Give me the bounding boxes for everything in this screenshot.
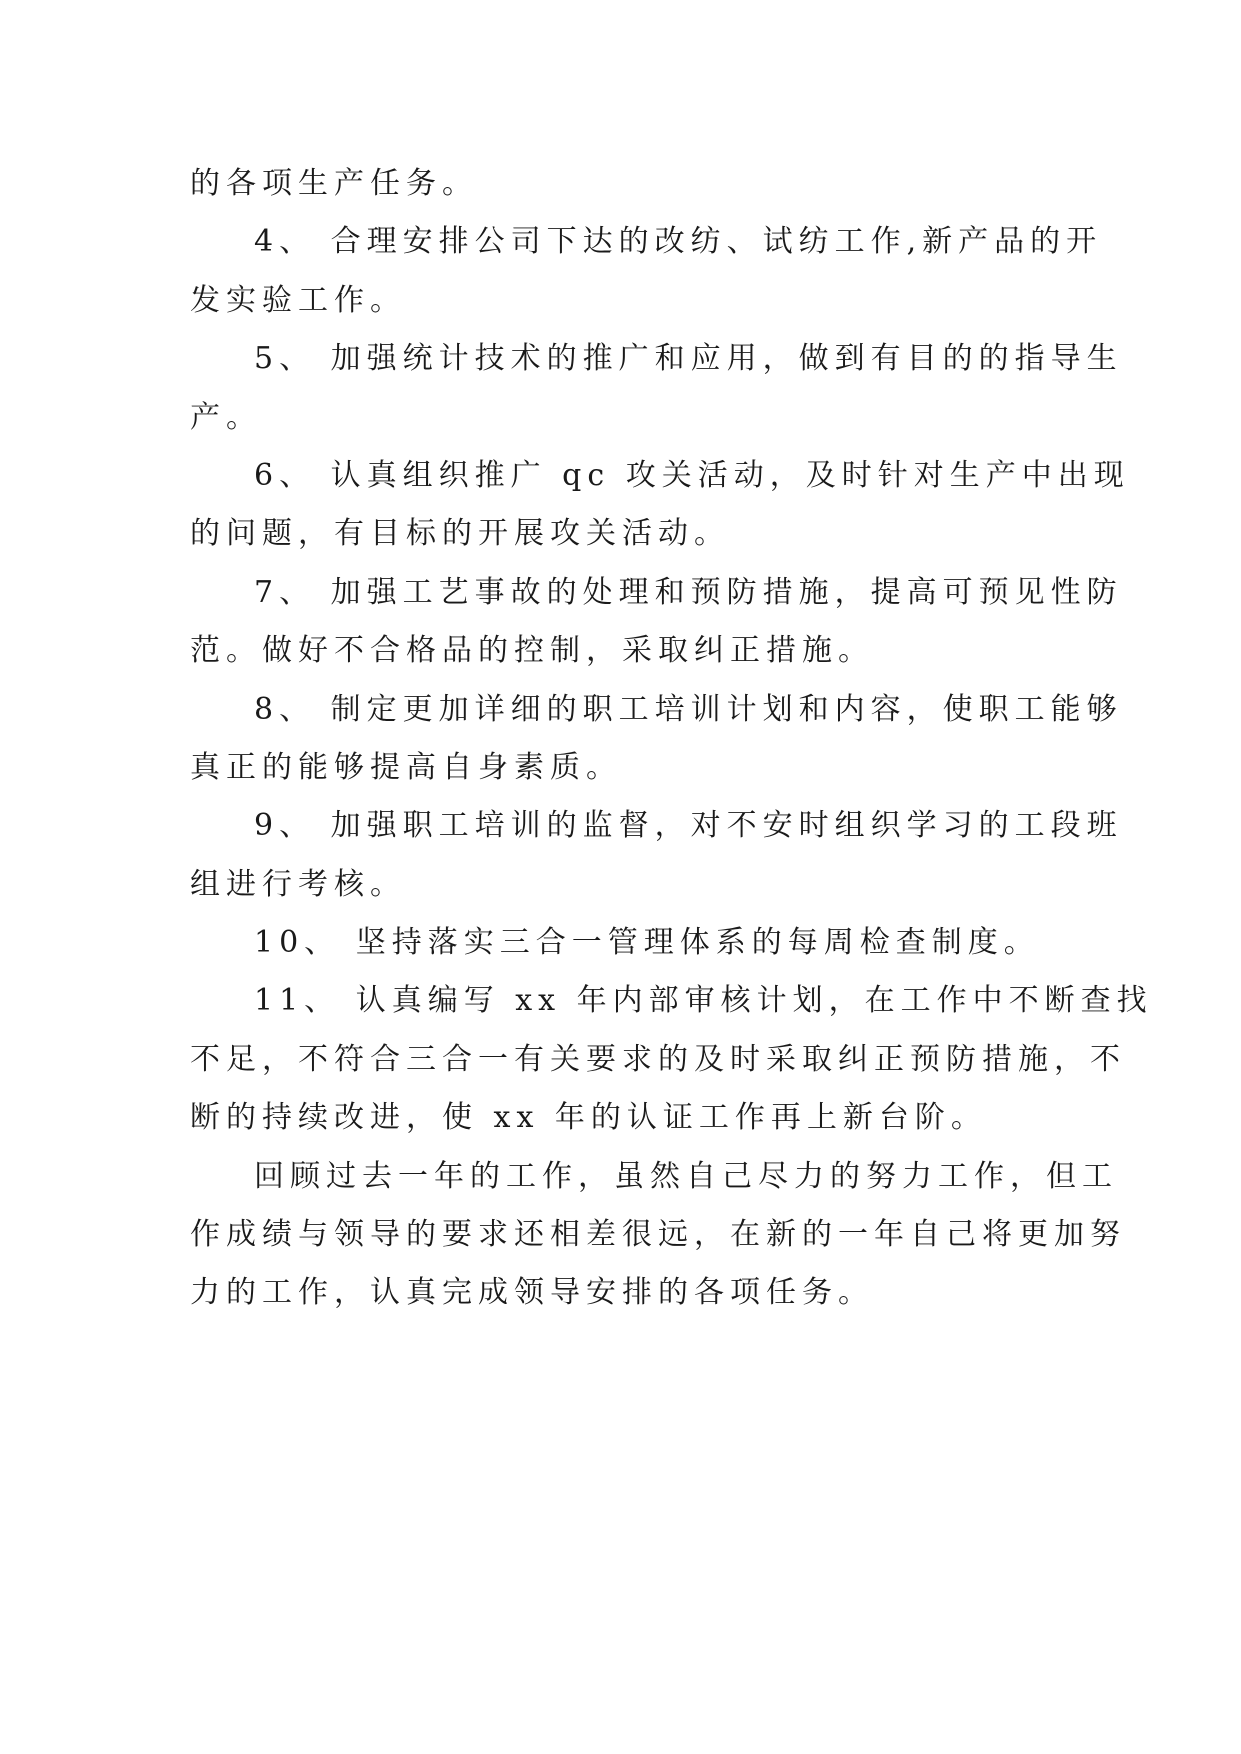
text-line: 组进行考核。: [190, 866, 406, 902]
text-line: 范。做好不合格品的控制，采取纠正措施。: [190, 633, 874, 669]
text-line: 不足，不符合三合一有关要求的及时采取纠正预防措施，不: [190, 1041, 1126, 1077]
text-line: 4、 合理安排公司下达的改纺、试纺工作,新产品的开: [254, 224, 1103, 260]
text-line: 发实验工作。: [190, 282, 406, 318]
text-line: 7、 加强工艺事故的处理和预防措施，提高可预见性防: [254, 574, 1123, 610]
text-line: 的问题，有目标的开展攻关活动。: [190, 516, 730, 552]
text-line: 11、 认真编写 xx 年内部审核计划，在工作中不断查找: [254, 983, 1153, 1019]
text-line: 力的工作，认真完成领导安排的各项任务。: [190, 1275, 874, 1311]
text-line: 断的持续改进，使 xx 年的认证工作再上新台阶。: [190, 1100, 987, 1136]
text-line: 6、 认真组织推广 qc 攻关活动，及时针对生产中出现: [254, 457, 1130, 493]
text-line: 作成绩与领导的要求还相差很远，在新的一年自己将更加努: [190, 1217, 1126, 1253]
text-line: 5、 加强统计技术的推广和应用，做到有目的的指导生: [254, 341, 1123, 377]
text-line: 产。: [190, 399, 262, 435]
text-line: 10、 坚持落实三合一管理体系的每周检查制度。: [254, 925, 1040, 961]
text-line: 回顾过去一年的工作，虽然自己尽力的努力工作，但工: [254, 1158, 1118, 1194]
text-line: 9、 加强职工培训的监督，对不安时组织学习的工段班: [254, 808, 1123, 844]
text-line: 8、 制定更加详细的职工培训计划和内容，使职工能够: [254, 691, 1123, 727]
text-line: 的各项生产任务。: [190, 166, 478, 201]
document-body: [190, 155, 1153, 1323]
text-line: 真正的能够提高自身素质。: [190, 749, 622, 785]
